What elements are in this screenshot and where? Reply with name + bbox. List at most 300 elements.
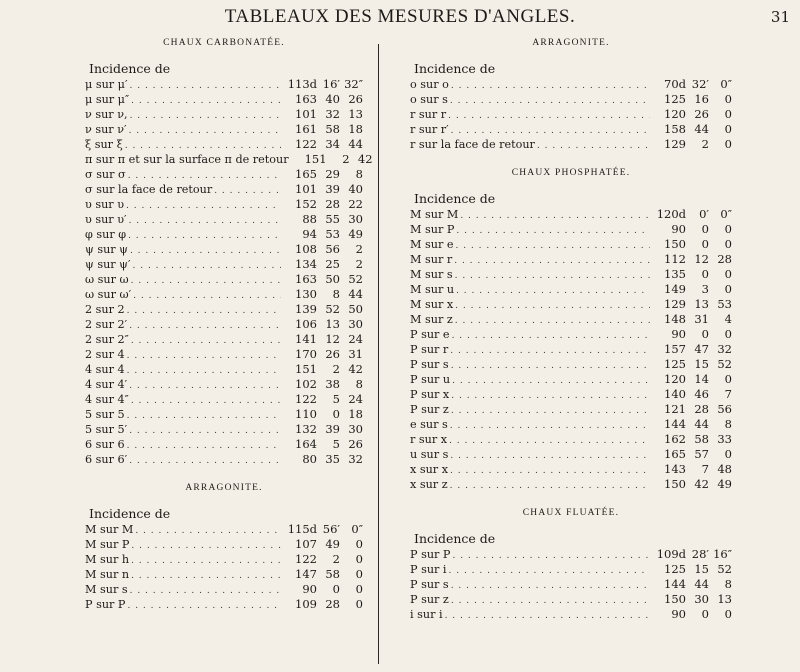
seconds-value: 8 — [355, 377, 363, 391]
minutes-value: 0 — [332, 407, 340, 421]
angle-label: M sur n — [85, 568, 130, 581]
leader-dots — [129, 319, 281, 334]
seconds-value: 0 — [724, 267, 732, 281]
table-row — [410, 122, 732, 137]
seconds-value: 0 — [724, 607, 732, 621]
leader-dots — [130, 109, 281, 124]
table-row — [85, 332, 363, 347]
angle-value — [283, 137, 363, 152]
minutes-value: 3 — [701, 282, 709, 296]
table-row — [410, 477, 732, 492]
leader-dots — [128, 229, 281, 244]
degrees-value: 113d — [287, 77, 317, 91]
seconds-value: 0 — [355, 597, 363, 611]
leader-dots — [454, 254, 650, 269]
seconds-value: 26 — [348, 437, 363, 451]
seconds-value: 30 — [348, 317, 363, 331]
degrees-value: 101 — [295, 182, 317, 196]
degrees-value: 164 — [295, 437, 317, 451]
angle-label: σ sur σ — [85, 168, 126, 181]
seconds-value: 33 — [717, 432, 732, 446]
leader-dots — [127, 599, 281, 614]
seconds-value: 30 — [348, 212, 363, 226]
angle-label: e sur s — [410, 418, 448, 431]
minutes-value: 25 — [325, 257, 340, 271]
angle-value — [283, 422, 363, 437]
angle-value — [283, 182, 363, 197]
angle-label: P sur P — [85, 598, 126, 611]
angle-value — [652, 122, 732, 137]
degrees-value: 115d — [287, 522, 317, 536]
seconds-value: 0 — [355, 567, 363, 581]
minutes-value: 39 — [325, 422, 340, 436]
seconds-value: 28 — [717, 252, 732, 266]
angle-value — [652, 417, 732, 432]
angle-label: M sur r — [410, 253, 453, 266]
minutes-value: 8 — [332, 287, 340, 301]
minutes-value: 26 — [694, 107, 709, 121]
angle-value — [652, 267, 732, 282]
minutes-value: 0 — [701, 222, 709, 236]
table-row — [410, 327, 732, 342]
seconds-value: 52 — [717, 357, 732, 371]
degrees-value: 121 — [664, 402, 686, 416]
angle-label: M sur s — [410, 268, 453, 281]
angle-value — [652, 342, 732, 357]
minutes-value: 55 — [325, 212, 340, 226]
leader-dots — [129, 379, 281, 394]
minutes-value: 2 — [332, 362, 340, 376]
seconds-value: 0 — [724, 107, 732, 121]
leader-dots — [450, 464, 650, 479]
leader-dots — [455, 239, 650, 254]
angle-value — [652, 282, 732, 297]
leader-dots — [214, 184, 281, 199]
table-row — [85, 107, 363, 122]
seconds-value: 18 — [348, 407, 363, 421]
angle-label: ψ sur ψ′ — [85, 258, 131, 271]
degrees-value: 147 — [295, 567, 317, 581]
degrees-value: 151 — [295, 362, 317, 376]
table-row — [410, 447, 732, 462]
seconds-value: 0 — [724, 372, 732, 386]
section-title: CHAUX CARBONATÉE. — [163, 38, 285, 48]
degrees-value: 141 — [295, 332, 317, 346]
seconds-value: 0″ — [720, 207, 732, 221]
minutes-value: 2 — [332, 552, 340, 566]
minutes-value: 39 — [325, 182, 340, 196]
angle-label: M sur x — [410, 298, 454, 311]
seconds-value: 2 — [355, 242, 363, 256]
table-row — [410, 77, 732, 92]
table-row — [410, 92, 732, 107]
angle-value — [652, 447, 732, 462]
angle-label: P sur x — [410, 388, 450, 401]
degrees-value: 148 — [664, 312, 686, 326]
leader-dots — [450, 94, 650, 109]
section-chaux-phosphatee — [410, 166, 732, 492]
seconds-value: 0 — [724, 447, 732, 461]
seconds-value: 0″ — [720, 77, 732, 91]
leader-dots — [451, 79, 650, 94]
minutes-value: 38 — [325, 377, 340, 391]
table-row — [85, 362, 363, 377]
leader-dots — [451, 579, 650, 594]
angle-label: M sur u — [410, 283, 455, 296]
minutes-value: 32′ — [691, 77, 709, 91]
angle-value — [283, 167, 363, 182]
degrees-value: 120 — [664, 107, 686, 121]
angle-value — [283, 522, 363, 537]
seconds-value: 0 — [724, 327, 732, 341]
degrees-value: 90 — [302, 582, 317, 596]
angle-label: r sur r — [410, 108, 447, 121]
minutes-value: 46 — [694, 387, 709, 401]
table-row — [410, 607, 732, 622]
minutes-value: 16′ — [322, 77, 340, 91]
seconds-value: 32 — [717, 342, 732, 356]
degrees-value: 107 — [295, 537, 317, 551]
angle-label: π sur π et sur la surface π de retour — [85, 153, 289, 166]
degrees-value: 125 — [664, 562, 686, 576]
leader-dots — [131, 569, 281, 584]
leader-dots — [456, 224, 650, 239]
table-row — [410, 207, 732, 222]
seconds-value: 2 — [355, 257, 363, 271]
angle-label: 5 sur 5′ — [85, 423, 128, 436]
leader-dots — [129, 454, 281, 469]
leader-dots — [131, 334, 281, 349]
angle-label: P sur s — [410, 358, 449, 371]
degrees-value: 132 — [295, 422, 317, 436]
section-arragonite — [85, 481, 363, 612]
degrees-value: 140 — [664, 387, 686, 401]
minutes-value: 34 — [325, 137, 340, 151]
degrees-value: 150 — [664, 237, 686, 251]
degrees-value: 149 — [664, 282, 686, 296]
seconds-value: 0 — [724, 237, 732, 251]
degrees-value: 161 — [295, 122, 317, 136]
degrees-value: 90 — [671, 222, 686, 236]
minutes-value: 44 — [694, 122, 709, 136]
incidence-heading: Incidence de — [89, 506, 171, 521]
angle-value — [283, 377, 363, 392]
minutes-value: 26 — [325, 347, 340, 361]
minutes-value: 58 — [325, 567, 340, 581]
table-row — [410, 107, 732, 122]
degrees-value: 129 — [664, 297, 686, 311]
degrees-value: 163 — [295, 92, 317, 106]
angle-label: P sur z — [410, 593, 449, 606]
degrees-value: 150 — [664, 592, 686, 606]
minutes-value: 16 — [694, 92, 709, 106]
degrees-value: 90 — [671, 327, 686, 341]
angle-value — [283, 407, 363, 422]
angle-value — [652, 577, 732, 592]
leader-dots — [133, 289, 281, 304]
minutes-value: 0 — [332, 582, 340, 596]
minutes-value: 56 — [325, 242, 340, 256]
seconds-value: 50 — [348, 302, 363, 316]
angle-value — [283, 552, 363, 567]
minutes-value: 12 — [694, 252, 709, 266]
degrees-value: 143 — [664, 462, 686, 476]
angle-value — [283, 347, 363, 362]
minutes-value: 58 — [694, 432, 709, 446]
minutes-value: 28 — [694, 402, 709, 416]
degrees-value: 139 — [295, 302, 317, 316]
degrees-value: 134 — [295, 257, 317, 271]
leader-dots — [445, 609, 650, 624]
degrees-value: 162 — [664, 432, 686, 446]
degrees-value: 109d — [656, 547, 686, 561]
angle-label: 2 sur 4 — [85, 348, 125, 361]
table-row — [410, 342, 732, 357]
angle-label: 6 sur 6′ — [85, 453, 128, 466]
minutes-value: 7 — [701, 462, 709, 476]
degrees-value: 108 — [295, 242, 317, 256]
seconds-value: 13 — [348, 107, 363, 121]
minutes-value: 42 — [694, 477, 709, 491]
angle-label: M sur h — [85, 553, 130, 566]
angle-label: P sur e — [410, 328, 450, 341]
seconds-value: 30 — [348, 422, 363, 436]
angle-value — [283, 567, 363, 582]
seconds-value: 42 — [357, 152, 373, 166]
angle-value — [283, 197, 363, 212]
table-row — [410, 137, 732, 152]
angle-label: ψ sur ψ — [85, 243, 128, 256]
leader-dots — [449, 434, 650, 449]
table-row — [410, 577, 732, 592]
angle-value — [283, 452, 363, 467]
table-row — [410, 432, 732, 447]
leader-dots — [127, 364, 281, 379]
seconds-value: 8 — [724, 417, 732, 431]
leader-dots — [127, 304, 281, 319]
table-row — [410, 562, 732, 577]
minutes-value: 28′ — [691, 547, 709, 561]
degrees-value: 152 — [295, 197, 317, 211]
seconds-value: 26 — [348, 92, 363, 106]
seconds-value: 7 — [724, 387, 732, 401]
minutes-value: 35 — [325, 452, 340, 466]
page-number: 31 — [770, 8, 790, 26]
degrees-value: 120 — [664, 372, 686, 386]
minutes-value: 58 — [325, 122, 340, 136]
page-header — [0, 6, 800, 30]
angle-label: 4 sur 4″ — [85, 393, 129, 406]
leader-dots — [127, 409, 281, 424]
angle-value — [652, 357, 732, 372]
table-row — [85, 567, 363, 582]
seconds-value: 44 — [348, 287, 363, 301]
angle-value — [652, 562, 732, 577]
seconds-value: 44 — [348, 137, 363, 151]
degrees-value: 130 — [295, 287, 317, 301]
section-chaux-fluatee — [410, 506, 732, 622]
degrees-value: 129 — [664, 137, 686, 151]
degrees-value: 106 — [295, 317, 317, 331]
angle-value — [293, 152, 373, 167]
minutes-value: 13 — [325, 317, 340, 331]
angle-value — [652, 77, 732, 92]
table-row — [85, 537, 363, 552]
degrees-value: 158 — [664, 122, 686, 136]
table-row — [85, 167, 363, 182]
section-title: CHAUX FLUATÉE. — [522, 508, 620, 518]
minutes-value: 2 — [701, 137, 709, 151]
leader-dots — [449, 564, 650, 579]
angle-label: o sur s — [410, 93, 448, 106]
table-row — [85, 407, 363, 422]
seconds-value: 48 — [717, 462, 732, 476]
angle-label: 4 sur 4′ — [85, 378, 128, 391]
angle-label: M sur M — [85, 523, 134, 536]
minutes-value: 30 — [694, 592, 709, 606]
table-row — [85, 522, 363, 537]
leader-dots — [448, 109, 650, 124]
leader-dots — [131, 394, 281, 409]
angle-label: 5 sur 5 — [85, 408, 125, 421]
angle-label: x sur z — [410, 478, 448, 491]
angle-value — [283, 362, 363, 377]
leader-dots — [131, 554, 281, 569]
table-row — [410, 297, 732, 312]
angle-label: ω sur ω — [85, 273, 129, 286]
degrees-value: 80 — [302, 452, 317, 466]
degrees-value: 112 — [664, 252, 686, 266]
table-row — [410, 547, 732, 562]
minutes-value: 29 — [325, 167, 340, 181]
leader-dots — [450, 449, 650, 464]
table-row — [85, 452, 363, 467]
table-row — [410, 282, 732, 297]
minutes-value: 0′ — [699, 207, 709, 221]
angle-value — [652, 312, 732, 327]
leader-dots — [451, 389, 650, 404]
angle-value — [652, 462, 732, 477]
angle-value — [652, 92, 732, 107]
minutes-value: 0 — [701, 267, 709, 281]
seconds-value: 52 — [717, 562, 732, 576]
minutes-value: 5 — [332, 392, 340, 406]
table-row — [410, 312, 732, 327]
seconds-value: 0″ — [351, 522, 363, 536]
angle-value — [652, 297, 732, 312]
table-row — [410, 592, 732, 607]
minutes-value: 28 — [325, 597, 340, 611]
column-divider — [378, 44, 379, 664]
table-row — [85, 182, 363, 197]
table-row — [85, 152, 373, 167]
leader-dots — [130, 244, 281, 259]
degrees-value: 88 — [302, 212, 317, 226]
degrees-value: 70d — [664, 77, 686, 91]
table-row — [85, 437, 363, 452]
angle-label: x sur x — [410, 463, 449, 476]
angle-value — [652, 387, 732, 402]
minutes-value: 0 — [701, 237, 709, 251]
table-row — [85, 77, 363, 92]
table-row — [85, 227, 363, 242]
degrees-value: 101 — [295, 107, 317, 121]
angle-label: M sur P — [85, 538, 130, 551]
angle-label: υ sur υ′ — [85, 213, 127, 226]
angle-label: i sur i — [410, 608, 443, 621]
degrees-value: 122 — [295, 552, 317, 566]
angle-label: 4 sur 4 — [85, 363, 125, 376]
minutes-value: 31 — [694, 312, 709, 326]
table-row — [410, 402, 732, 417]
angle-label: ω sur ω′ — [85, 288, 132, 301]
table-row — [85, 597, 363, 612]
leader-dots — [130, 584, 281, 599]
seconds-value: 0 — [724, 137, 732, 151]
degrees-value: 170 — [295, 347, 317, 361]
section-title: ARRAGONITE. — [532, 38, 610, 48]
angle-value — [283, 287, 363, 302]
degrees-value: 165 — [664, 447, 686, 461]
angle-label: M sur z — [410, 313, 453, 326]
table-row — [410, 357, 732, 372]
angle-label: ν sur ν′ — [85, 123, 127, 136]
minutes-value: 44 — [694, 577, 709, 591]
table-row — [85, 92, 363, 107]
angle-label: r sur la face de retour — [410, 138, 535, 151]
minutes-value: 15 — [694, 562, 709, 576]
table-row — [85, 582, 363, 597]
minutes-value: 14 — [694, 372, 709, 386]
minutes-value: 49 — [325, 537, 340, 551]
degrees-value: 125 — [664, 92, 686, 106]
angle-label: M sur e — [410, 238, 454, 251]
section-chaux-carbonatee — [85, 36, 373, 467]
incidence-heading: Incidence de — [414, 191, 496, 206]
incidence-heading: Incidence de — [414, 61, 496, 76]
leader-dots — [131, 539, 281, 554]
incidence-heading: Incidence de — [89, 61, 171, 76]
table-row — [85, 137, 363, 152]
table-row — [85, 122, 363, 137]
leader-dots — [452, 329, 650, 344]
leader-dots — [129, 214, 281, 229]
table-row — [85, 377, 363, 392]
seconds-value: 53 — [717, 297, 732, 311]
angle-value — [283, 302, 363, 317]
angle-label: 2 sur 2″ — [85, 333, 129, 346]
minutes-value: 12 — [325, 332, 340, 346]
seconds-value: 24 — [348, 392, 363, 406]
degrees-value: 144 — [664, 417, 686, 431]
leader-dots — [452, 549, 650, 564]
angle-value — [652, 107, 732, 122]
angle-label: 6 sur 6 — [85, 438, 125, 451]
minutes-value: 32 — [325, 107, 340, 121]
angle-label: ν sur ν, — [85, 108, 128, 121]
table-row — [85, 302, 363, 317]
minutes-value: 40 — [325, 92, 340, 106]
seconds-value: 13 — [717, 592, 732, 606]
table-row — [410, 252, 732, 267]
leader-dots — [451, 404, 650, 419]
minutes-value: 47 — [694, 342, 709, 356]
degrees-value: 110 — [295, 407, 317, 421]
degrees-value: 94 — [302, 227, 317, 241]
angle-label: P sur i — [410, 563, 447, 576]
leader-dots — [135, 524, 281, 539]
degrees-value: 144 — [664, 577, 686, 591]
